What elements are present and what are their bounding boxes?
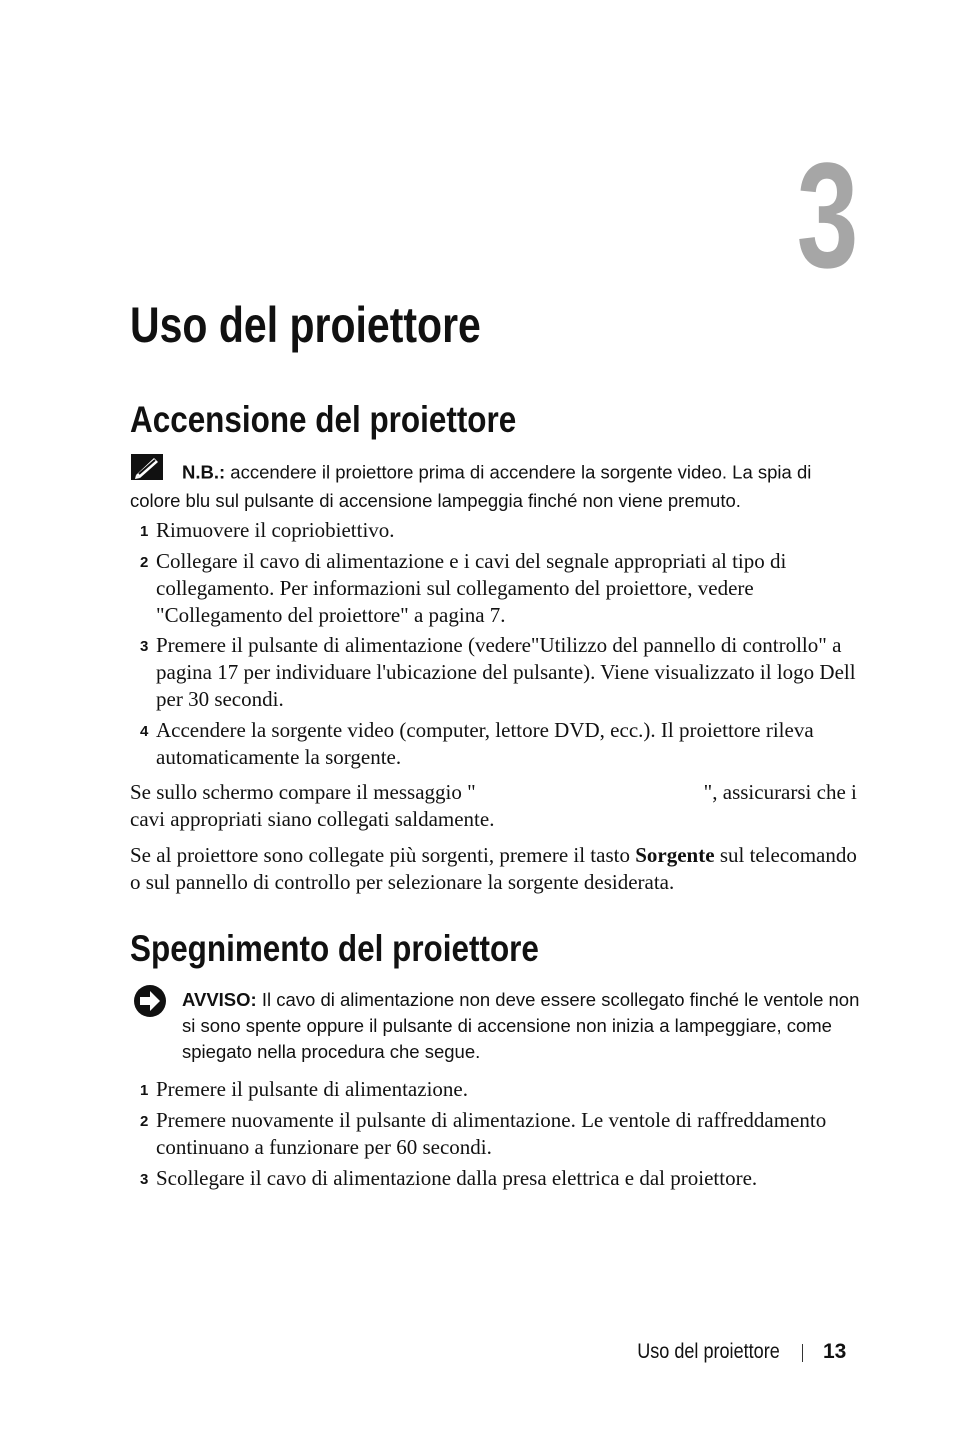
message-paragraph-end: ", assicurarsi che i cavi appropriati siano collegati saldamente. bbox=[130, 780, 857, 831]
footer-label: Uso del proiettore bbox=[637, 1340, 780, 1363]
chapter-title: Uso del proiettore bbox=[130, 297, 481, 353]
message-paragraph bbox=[130, 779, 864, 833]
step-text: Premere il pulsante di alimentazione. bbox=[156, 1077, 468, 1101]
source-paragraph-start: Se al proiettore sono collegate più sorgenti, premere il tasto bbox=[130, 843, 636, 867]
note-text: accendere il proiettore prima di accendere la sorgente video. La spia di colore blu sul pulsante di accensione lampeggia finché non viene premuto. bbox=[130, 461, 812, 511]
step-text: Accendere la sorgente video (computer, lettore DVD, ecc.). Il proiettore rileva automaticamente la sorgente. bbox=[156, 718, 814, 769]
page-footer bbox=[0, 1340, 954, 1364]
source-key-name: Sorgente bbox=[635, 843, 715, 867]
list-item bbox=[130, 1107, 864, 1161]
step-number: 3 bbox=[140, 1171, 149, 1188]
note-block bbox=[130, 459, 864, 514]
step-number: 2 bbox=[140, 554, 149, 571]
list-item bbox=[130, 1076, 864, 1103]
step-number: 4 bbox=[140, 723, 149, 740]
step-text: Premere nuovamente il pulsante di alimentazione. Le ventole di raffreddamento continuano a funzionare per 60 secondi. bbox=[156, 1108, 827, 1159]
step-text: Scollegare il cavo di alimentazione dalla presa elettrica e dal proiettore. bbox=[156, 1166, 758, 1190]
notice-label: AVVISO: bbox=[182, 989, 257, 1010]
footer-divider bbox=[802, 1344, 803, 1362]
message-paragraph-start: Se sullo schermo compare il messaggio " bbox=[130, 780, 476, 804]
section-title-accensione: Accensione del proiettore bbox=[130, 399, 517, 440]
notice-arrow-icon bbox=[132, 983, 168, 1026]
step-text: Collegare il cavo di alimentazione e i cavi del segnale appropriati al tipo di collegamento. Per informazioni sul collegamento del proiettore, vedere "Collegamento del proiettore" a pagina 7. bbox=[156, 549, 787, 627]
list-item bbox=[130, 517, 864, 544]
note-label: N.B.: bbox=[182, 461, 226, 483]
step-number: 3 bbox=[140, 638, 149, 655]
section-title-spegnimento: Spegnimento del proiettore bbox=[130, 928, 539, 969]
step-number: 1 bbox=[140, 1082, 149, 1099]
list-item bbox=[130, 548, 864, 629]
step-text: Premere il pulsante di alimentazione (vedere"Utilizzo del pannello di controllo" a pagina 17 per individuare l'ubicazione del pulsante). Viene visualizzato il logo Dell per 30 secondi. bbox=[156, 633, 856, 711]
chapter-number: 3 bbox=[796, 131, 858, 299]
notice-text: Il cavo di alimentazione non deve essere scollegato finché le ventole non si sono spente oppure il pulsante di accensione non inizia a lampeggiare, come spiegato nella procedura che segue. bbox=[182, 989, 860, 1062]
list-item bbox=[130, 717, 864, 771]
step-number: 1 bbox=[140, 523, 149, 540]
source-paragraph bbox=[130, 842, 864, 896]
step-number: 2 bbox=[140, 1113, 149, 1130]
source-paragraph-end: sul telecomando o sul pannello di controllo per selezionare la sorgente desiderata. bbox=[130, 843, 857, 894]
step-text: Rimuovere il copriobiettivo. bbox=[156, 518, 395, 542]
list-item bbox=[130, 632, 864, 713]
list-item bbox=[130, 1165, 864, 1192]
pencil-note-icon bbox=[130, 453, 164, 488]
page-number: 13 bbox=[823, 1340, 847, 1363]
notice-block bbox=[130, 987, 864, 1065]
